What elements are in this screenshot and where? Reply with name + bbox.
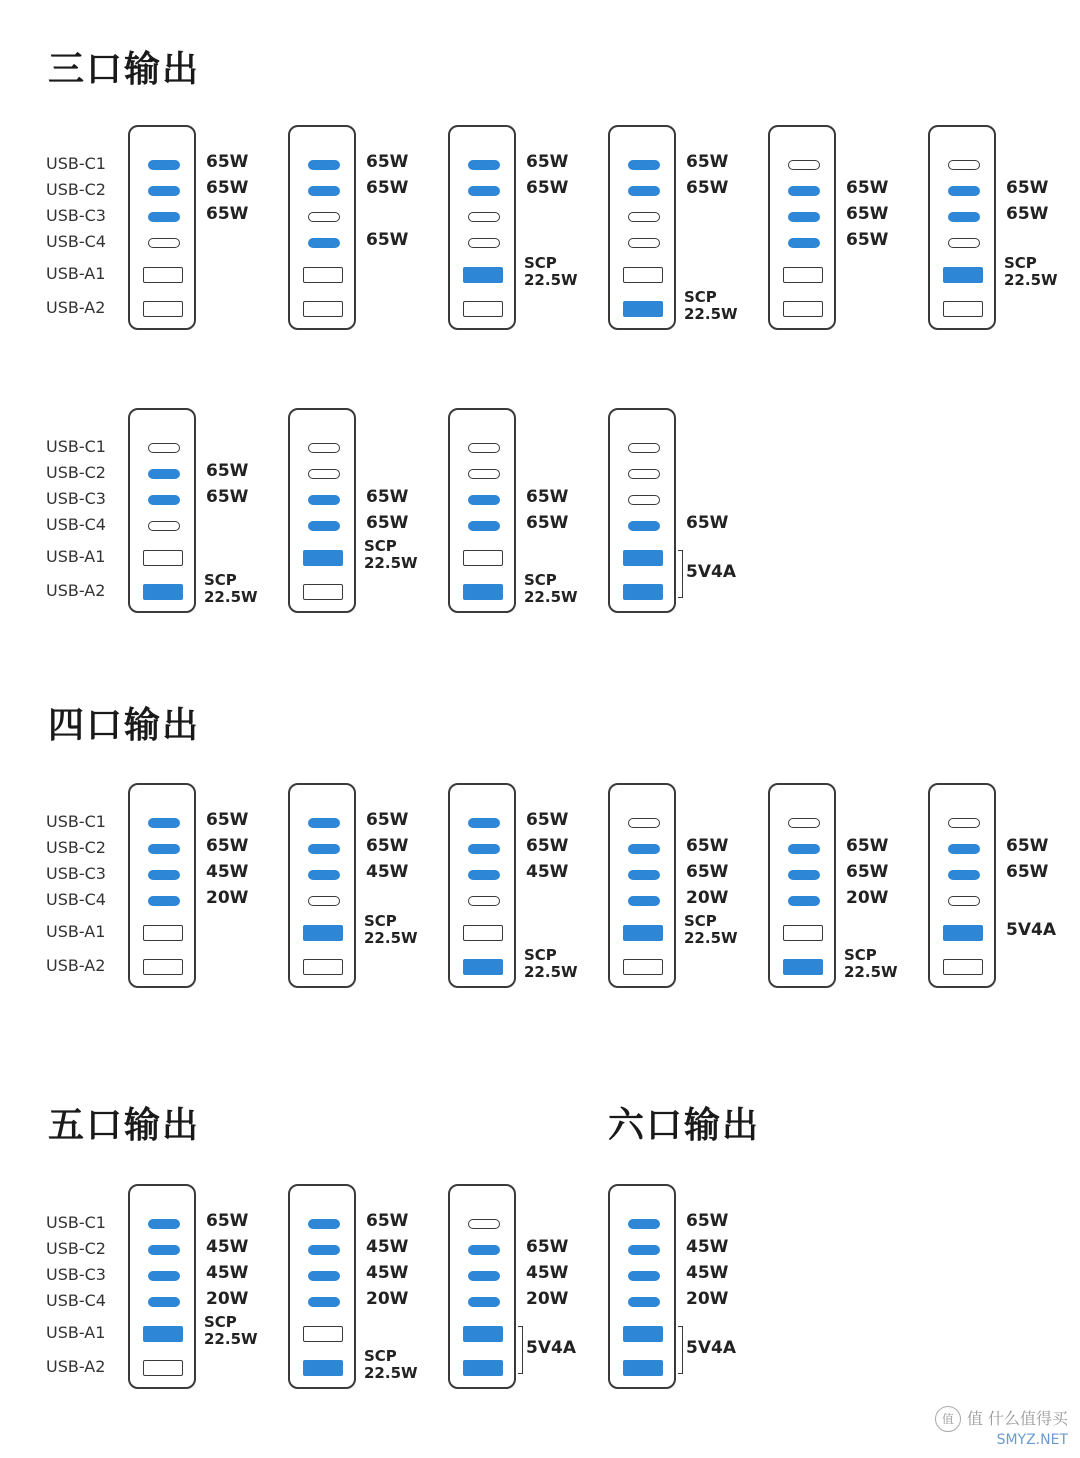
port-usb-c3-idle xyxy=(468,212,500,222)
port-usb-a1-active xyxy=(303,550,343,566)
port-usb-a1-active xyxy=(623,1326,663,1342)
port-label-usb-c2: USB-C2 xyxy=(46,180,106,199)
port-usb-c1-idle xyxy=(308,443,340,453)
port-usb-c1-idle xyxy=(948,818,980,828)
port-usb-c4-idle xyxy=(148,238,180,248)
power-label: 5V4A xyxy=(1006,920,1056,940)
power-label: 65W xyxy=(366,1211,409,1231)
port-usb-c1-idle xyxy=(788,160,820,170)
power-label: 20W xyxy=(846,888,889,908)
shared-power-label: 5V4A xyxy=(526,1338,576,1358)
power-label: 65W xyxy=(526,1237,569,1257)
port-usb-a1-idle xyxy=(143,267,183,283)
port-usb-c3-active xyxy=(948,870,980,880)
power-label: 45W xyxy=(526,862,569,882)
power-label: 20W xyxy=(206,888,249,908)
port-usb-a1-active xyxy=(623,550,663,566)
port-label-usb-a1: USB-A1 xyxy=(46,922,106,941)
port-usb-c4-active xyxy=(628,521,660,531)
port-label-usb-c3: USB-C3 xyxy=(46,489,106,508)
power-label: 45W xyxy=(366,1237,409,1257)
port-usb-c2-active xyxy=(148,1245,180,1255)
port-usb-a2-idle xyxy=(143,1360,183,1376)
port-usb-a1-idle xyxy=(143,925,183,941)
port-label-usb-a2: USB-A2 xyxy=(46,1357,106,1376)
power-label: 65W xyxy=(206,836,249,856)
port-usb-c2-active xyxy=(628,1245,660,1255)
power-label: 45W xyxy=(686,1237,729,1257)
port-usb-c3-active xyxy=(308,1271,340,1281)
port-usb-c3-active xyxy=(788,870,820,880)
port-usb-a2-idle xyxy=(303,959,343,975)
port-usb-c1-idle xyxy=(628,818,660,828)
scp-power: 22.5W xyxy=(1004,271,1058,289)
port-usb-a1-active xyxy=(143,1326,183,1342)
scp-label xyxy=(1004,255,1058,289)
port-label-usb-c4: USB-C4 xyxy=(46,515,106,534)
shared-power-label: 5V4A xyxy=(686,1338,736,1358)
port-usb-c2-active xyxy=(308,1245,340,1255)
port-usb-a2-idle xyxy=(303,301,343,317)
port-usb-a1-idle xyxy=(783,267,823,283)
power-label: 65W xyxy=(846,178,889,198)
power-label: 65W xyxy=(206,178,249,198)
scp-label xyxy=(364,538,418,572)
port-label-usb-c2: USB-C2 xyxy=(46,1239,106,1258)
port-label-usb-c3: USB-C3 xyxy=(46,206,106,225)
power-label: 20W xyxy=(686,888,729,908)
port-usb-c3-active xyxy=(148,495,180,505)
port-label-usb-a1: USB-A1 xyxy=(46,1323,106,1342)
port-usb-a1-active xyxy=(303,925,343,941)
power-label: 45W xyxy=(206,1237,249,1257)
charger-config-3 xyxy=(448,125,516,330)
scp-label xyxy=(364,1348,418,1382)
port-usb-c3-active xyxy=(148,212,180,222)
scp-text: SCP xyxy=(524,946,557,964)
watermark-logo-icon: 值 xyxy=(935,1406,961,1432)
power-label: 65W xyxy=(1006,836,1049,856)
scp-power: 22.5W xyxy=(844,963,898,981)
port-usb-a1-active xyxy=(463,267,503,283)
port-usb-c3-idle xyxy=(628,495,660,505)
port-label-usb-a2: USB-A2 xyxy=(46,581,106,600)
port-label-usb-c2: USB-C2 xyxy=(46,463,106,482)
charger-config-9 xyxy=(448,408,516,613)
port-usb-c4-active xyxy=(148,896,180,906)
port-usb-a2-idle xyxy=(463,301,503,317)
power-label: 65W xyxy=(366,810,409,830)
scp-power: 22.5W xyxy=(684,929,738,947)
power-label: 65W xyxy=(686,152,729,172)
port-usb-c1-active xyxy=(308,1219,340,1229)
port-usb-c1-active xyxy=(148,818,180,828)
scp-power: 22.5W xyxy=(524,588,578,606)
port-usb-c3-active xyxy=(788,212,820,222)
port-usb-a1-idle xyxy=(143,550,183,566)
charger-config-8 xyxy=(288,408,356,613)
port-usb-c1-active xyxy=(308,160,340,170)
charger-config-6 xyxy=(928,125,996,330)
port-usb-c4-active xyxy=(788,896,820,906)
power-label: 65W xyxy=(366,513,409,533)
port-usb-c4-idle xyxy=(308,896,340,906)
charger-config-14 xyxy=(608,783,676,988)
charger-config-2 xyxy=(288,125,356,330)
power-label: 45W xyxy=(366,862,409,882)
scp-power: 22.5W xyxy=(364,1364,418,1382)
scp-label xyxy=(364,913,418,947)
port-usb-c1-active xyxy=(148,160,180,170)
power-label: 65W xyxy=(846,836,889,856)
port-label-usb-c1: USB-C1 xyxy=(46,437,106,456)
scp-label xyxy=(684,289,738,323)
scp-power: 22.5W xyxy=(364,554,418,572)
power-label: 65W xyxy=(686,1211,729,1231)
port-usb-c4-active xyxy=(308,1297,340,1307)
port-usb-c1-idle xyxy=(948,160,980,170)
shared-bracket xyxy=(678,550,683,598)
charger-config-20 xyxy=(608,1184,676,1389)
power-label: 65W xyxy=(366,230,409,250)
port-usb-a1-active xyxy=(623,925,663,941)
power-label: 20W xyxy=(686,1289,729,1309)
port-usb-c2-active xyxy=(788,186,820,196)
power-label: 20W xyxy=(206,1289,249,1309)
port-usb-c2-active xyxy=(788,844,820,854)
section-title-six-port: 六口输出 xyxy=(608,1105,761,1146)
power-label: 65W xyxy=(206,487,249,507)
port-usb-c2-active xyxy=(148,186,180,196)
power-label: 65W xyxy=(1006,862,1049,882)
port-usb-c4-active xyxy=(628,896,660,906)
port-label-usb-c1: USB-C1 xyxy=(46,1213,106,1232)
port-usb-c1-idle xyxy=(468,1219,500,1229)
port-usb-a2-active xyxy=(623,584,663,600)
port-usb-a2-active xyxy=(303,1360,343,1376)
power-label: 20W xyxy=(526,1289,569,1309)
scp-text: SCP xyxy=(524,254,557,272)
port-usb-c4-idle xyxy=(628,238,660,248)
power-label: 20W xyxy=(366,1289,409,1309)
port-usb-c1-active xyxy=(628,1219,660,1229)
scp-text: SCP xyxy=(364,912,397,930)
charger-config-7 xyxy=(128,408,196,613)
charger-config-5 xyxy=(768,125,836,330)
port-label-usb-c4: USB-C4 xyxy=(46,1291,106,1310)
port-usb-c2-active xyxy=(148,469,180,479)
power-label: 65W xyxy=(846,862,889,882)
port-usb-a1-idle xyxy=(783,925,823,941)
port-usb-a2-idle xyxy=(143,959,183,975)
port-label-usb-c1: USB-C1 xyxy=(46,154,106,173)
port-usb-c3-active xyxy=(468,870,500,880)
charger-config-11 xyxy=(128,783,196,988)
port-label-usb-c3: USB-C3 xyxy=(46,864,106,883)
port-usb-c1-active xyxy=(628,160,660,170)
port-usb-a2-active xyxy=(783,959,823,975)
port-usb-c4-active xyxy=(308,238,340,248)
power-label: 65W xyxy=(206,204,249,224)
section-title-three-port: 三口输出 xyxy=(48,49,201,90)
port-usb-a2-idle xyxy=(943,301,983,317)
power-label: 65W xyxy=(366,152,409,172)
port-usb-c1-active xyxy=(468,160,500,170)
port-usb-a1-idle xyxy=(463,550,503,566)
power-label: 45W xyxy=(366,1263,409,1283)
charger-config-13 xyxy=(448,783,516,988)
port-usb-a2-idle xyxy=(783,301,823,317)
shared-power-label: 5V4A xyxy=(686,562,736,582)
port-usb-c3-active xyxy=(308,495,340,505)
scp-label xyxy=(844,947,898,981)
scp-text: SCP xyxy=(364,537,397,555)
scp-power: 22.5W xyxy=(204,588,258,606)
scp-power: 22.5W xyxy=(524,271,578,289)
scp-power: 22.5W xyxy=(364,929,418,947)
watermark-text: 值 什么值得买 xyxy=(966,1408,1068,1428)
port-usb-c4-idle xyxy=(468,896,500,906)
charger-config-19 xyxy=(448,1184,516,1389)
section-title-four-port: 四口输出 xyxy=(48,705,201,746)
port-usb-a2-idle xyxy=(303,584,343,600)
power-label: 45W xyxy=(206,862,249,882)
port-usb-a1-idle xyxy=(623,267,663,283)
port-usb-c4-idle xyxy=(948,896,980,906)
port-usb-c3-active xyxy=(628,870,660,880)
scp-text: SCP xyxy=(684,912,717,930)
port-usb-c1-idle xyxy=(468,443,500,453)
port-label-usb-c2: USB-C2 xyxy=(46,838,106,857)
power-label: 65W xyxy=(206,152,249,172)
scp-label xyxy=(684,913,738,947)
port-usb-a2-active xyxy=(463,1360,503,1376)
scp-text: SCP xyxy=(204,571,237,589)
power-label: 65W xyxy=(526,152,569,172)
shared-bracket xyxy=(678,1326,683,1374)
scp-text: SCP xyxy=(684,288,717,306)
port-label-usb-c4: USB-C4 xyxy=(46,232,106,251)
scp-text: SCP xyxy=(524,571,557,589)
scp-power: 22.5W xyxy=(204,1330,258,1348)
port-usb-c4-active xyxy=(308,521,340,531)
power-label: 45W xyxy=(686,1263,729,1283)
scp-label xyxy=(524,255,578,289)
power-label: 45W xyxy=(526,1263,569,1283)
scp-text: SCP xyxy=(364,1347,397,1365)
port-usb-a2-idle xyxy=(943,959,983,975)
port-usb-c2-active xyxy=(948,186,980,196)
port-usb-c3-active xyxy=(468,1271,500,1281)
port-usb-c4-active xyxy=(788,238,820,248)
port-usb-c4-active xyxy=(148,1297,180,1307)
scp-label xyxy=(524,947,578,981)
port-usb-c2-active xyxy=(628,844,660,854)
power-label: 65W xyxy=(526,836,569,856)
scp-power: 22.5W xyxy=(524,963,578,981)
port-usb-a2-active xyxy=(623,1360,663,1376)
port-usb-c1-active xyxy=(308,818,340,828)
port-label-usb-a1: USB-A1 xyxy=(46,264,106,283)
port-usb-a1-active xyxy=(943,267,983,283)
port-usb-c1-idle xyxy=(628,443,660,453)
port-usb-c2-active xyxy=(948,844,980,854)
port-label-usb-a1: USB-A1 xyxy=(46,547,106,566)
port-usb-c2-active xyxy=(308,844,340,854)
power-label: 65W xyxy=(206,461,249,481)
port-usb-c1-active xyxy=(148,1219,180,1229)
port-usb-a2-idle xyxy=(623,959,663,975)
port-usb-c3-idle xyxy=(308,212,340,222)
charger-config-18 xyxy=(288,1184,356,1389)
scp-text: SCP xyxy=(844,946,877,964)
port-usb-c2-active xyxy=(308,186,340,196)
port-usb-c2-active xyxy=(468,186,500,196)
port-usb-a1-idle xyxy=(303,1326,343,1342)
port-usb-a1-active xyxy=(463,1326,503,1342)
power-label: 65W xyxy=(846,230,889,250)
power-label: 65W xyxy=(526,810,569,830)
port-usb-c2-idle xyxy=(628,469,660,479)
scp-power: 22.5W xyxy=(684,305,738,323)
charger-config-4 xyxy=(608,125,676,330)
port-usb-a2-idle xyxy=(143,301,183,317)
port-usb-c2-idle xyxy=(308,469,340,479)
charger-config-15 xyxy=(768,783,836,988)
port-usb-a1-active xyxy=(943,925,983,941)
port-usb-c3-active xyxy=(628,1271,660,1281)
port-usb-a2-active xyxy=(143,584,183,600)
port-usb-c4-idle xyxy=(148,521,180,531)
power-label: 65W xyxy=(686,862,729,882)
power-label: 65W xyxy=(846,204,889,224)
power-label: 65W xyxy=(526,178,569,198)
port-usb-c4-idle xyxy=(468,238,500,248)
port-usb-c3-active xyxy=(308,870,340,880)
port-label-usb-a2: USB-A2 xyxy=(46,298,106,317)
charger-config-10 xyxy=(608,408,676,613)
power-label: 65W xyxy=(526,513,569,533)
power-label: 65W xyxy=(366,487,409,507)
port-usb-c1-active xyxy=(468,818,500,828)
port-usb-c3-idle xyxy=(628,212,660,222)
power-label: 45W xyxy=(206,1263,249,1283)
port-usb-c2-active xyxy=(148,844,180,854)
port-usb-c1-idle xyxy=(788,818,820,828)
charger-config-12 xyxy=(288,783,356,988)
power-label: 65W xyxy=(206,1211,249,1231)
port-usb-a2-active xyxy=(463,959,503,975)
port-label-usb-a2: USB-A2 xyxy=(46,956,106,975)
port-usb-c3-active xyxy=(148,1271,180,1281)
section-title-five-port: 五口输出 xyxy=(48,1105,201,1146)
port-usb-c3-active xyxy=(948,212,980,222)
power-label: 65W xyxy=(686,513,729,533)
port-usb-a2-active xyxy=(623,301,663,317)
power-label: 65W xyxy=(366,836,409,856)
charger-config-16 xyxy=(928,783,996,988)
scp-text: SCP xyxy=(204,1313,237,1331)
port-usb-c4-active xyxy=(468,521,500,531)
scp-label xyxy=(524,572,578,606)
port-usb-c2-active xyxy=(628,186,660,196)
scp-label xyxy=(204,1314,258,1348)
port-usb-c4-active xyxy=(628,1297,660,1307)
port-usb-c3-active xyxy=(468,495,500,505)
scp-text: SCP xyxy=(1004,254,1037,272)
watermark-site: SMYZ.NET xyxy=(996,1432,1068,1448)
port-usb-c4-idle xyxy=(948,238,980,248)
port-usb-a1-idle xyxy=(303,267,343,283)
power-label: 65W xyxy=(686,836,729,856)
port-usb-c2-active xyxy=(468,1245,500,1255)
port-label-usb-c3: USB-C3 xyxy=(46,1265,106,1284)
charger-config-1 xyxy=(128,125,196,330)
port-usb-a1-idle xyxy=(463,925,503,941)
port-usb-c3-active xyxy=(148,870,180,880)
port-usb-c2-active xyxy=(468,844,500,854)
port-usb-c2-idle xyxy=(468,469,500,479)
power-label: 65W xyxy=(526,487,569,507)
power-label: 65W xyxy=(686,178,729,198)
watermark xyxy=(935,1406,1068,1449)
port-label-usb-c1: USB-C1 xyxy=(46,812,106,831)
shared-bracket xyxy=(518,1326,523,1374)
scp-label xyxy=(204,572,258,606)
port-label-usb-c4: USB-C4 xyxy=(46,890,106,909)
power-label: 65W xyxy=(366,178,409,198)
power-label: 65W xyxy=(1006,204,1049,224)
port-usb-a2-active xyxy=(463,584,503,600)
charger-config-17 xyxy=(128,1184,196,1389)
port-usb-c4-active xyxy=(468,1297,500,1307)
power-label: 65W xyxy=(206,810,249,830)
power-label: 65W xyxy=(1006,178,1049,198)
port-usb-c1-idle xyxy=(148,443,180,453)
